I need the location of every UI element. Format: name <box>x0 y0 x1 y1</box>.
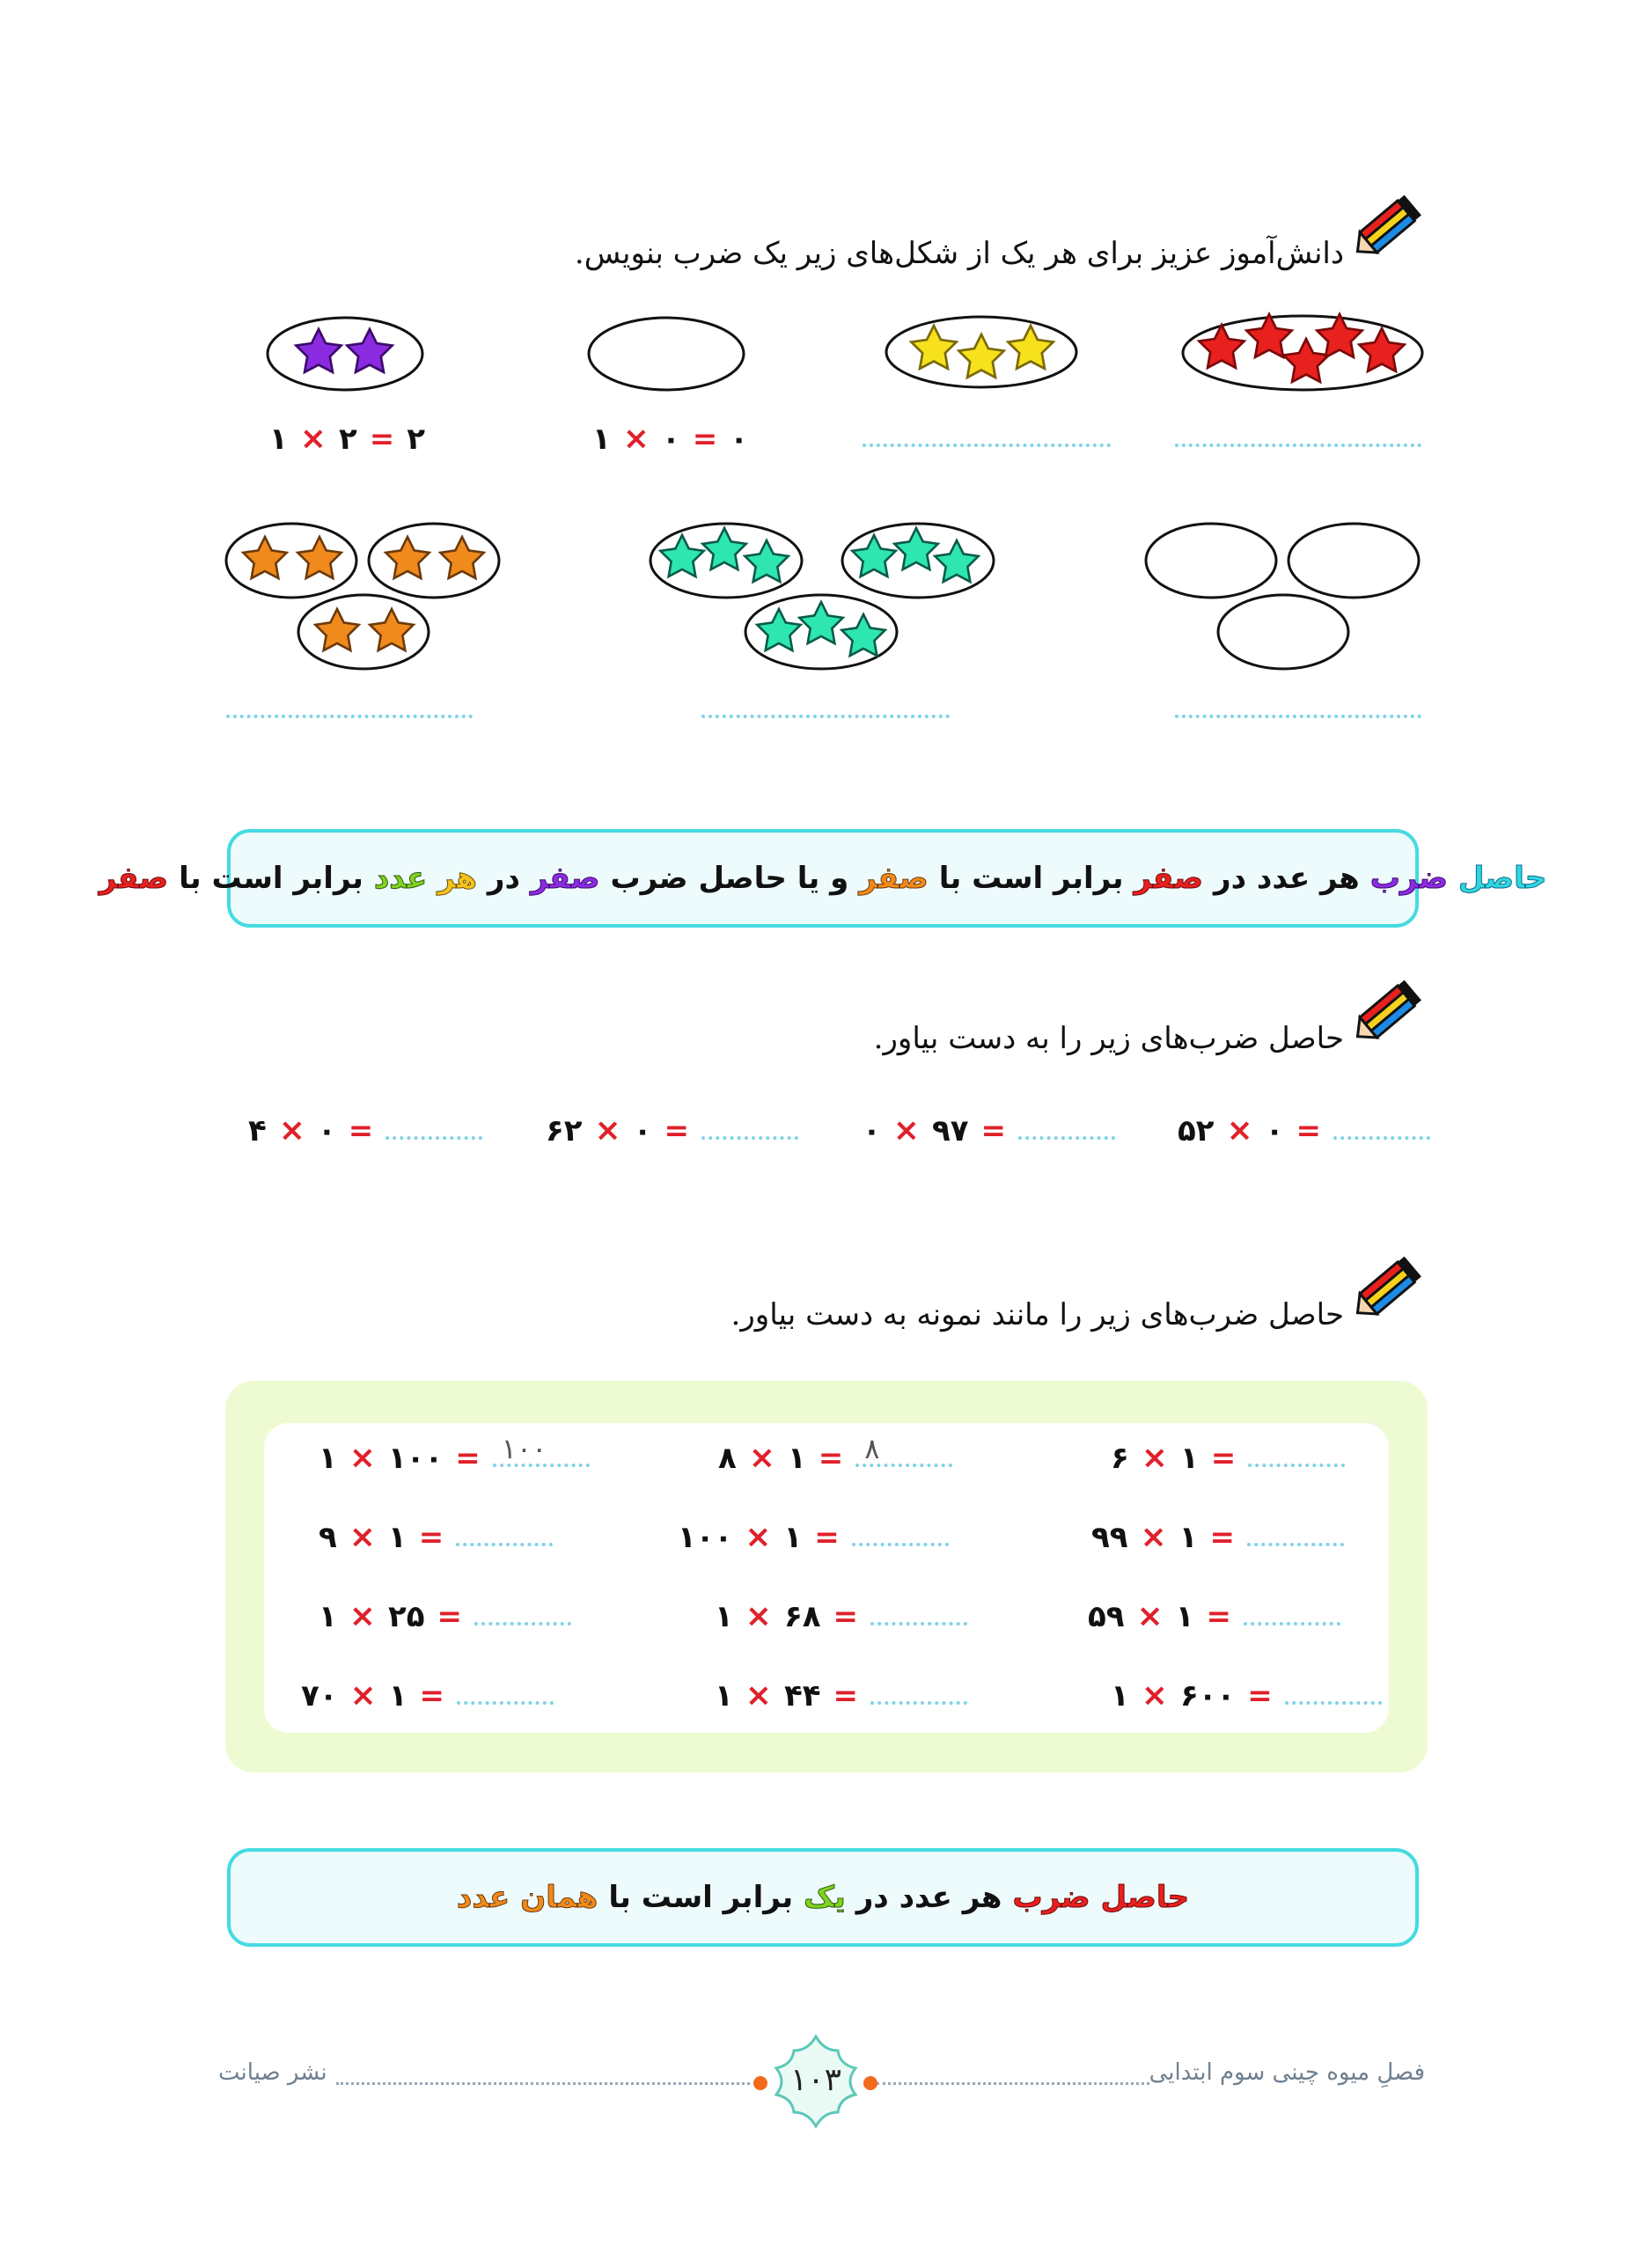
answer-line[interactable] <box>1248 1464 1345 1467</box>
answer-line[interactable] <box>863 444 1111 447</box>
answer-line[interactable] <box>456 1543 553 1546</box>
rule-box-one: حاصل ضرب هر عدد در یک برابر است با همان عدد <box>227 1848 1419 1947</box>
answer-line[interactable]: ۱۰۰ <box>493 1464 590 1467</box>
one-problem: ۱ × ۲۵ = <box>319 1598 571 1634</box>
example-equation-two: ۱ × ۲ = ۲ <box>269 421 425 457</box>
footer-publisher: نشر صیانت <box>218 2059 327 2086</box>
answer-line[interactable] <box>870 1701 967 1705</box>
page-number: ۱۰۳ <box>789 2062 841 2098</box>
answer-line[interactable] <box>457 1701 554 1705</box>
star-group-orange <box>223 519 506 673</box>
instruction-two: حاصل ضرب‌های زیر را به دست بیاور. <box>873 1021 1344 1056</box>
zero-problem: ۶۲ × ۰ = <box>546 1112 798 1149</box>
answer-line[interactable]: ۸ <box>855 1464 952 1467</box>
zero-problem: ۵۲ × ۰ = <box>1178 1112 1430 1149</box>
answer-line[interactable] <box>226 715 473 718</box>
pencil-icon <box>1345 1248 1426 1329</box>
one-problem: ۱ × ۶۰۰ = <box>1111 1677 1382 1714</box>
footer-divider <box>877 2082 1149 2085</box>
star-group-teal <box>647 519 999 673</box>
one-problem: ۱ × ۴۴ = <box>715 1677 967 1714</box>
star-group-red <box>1179 312 1426 395</box>
answer-line[interactable] <box>701 715 950 718</box>
one-problem: ۱۰۰ × ۱ = <box>678 1519 949 1555</box>
pencil-icon <box>1345 972 1426 1053</box>
answer-line[interactable] <box>1285 1701 1382 1705</box>
footer-dot <box>863 2076 877 2090</box>
one-problem: ۵۹ × ۱ = <box>1088 1598 1340 1634</box>
pencil-icon <box>1345 187 1426 268</box>
footer-book-title: فصلِ میوه چینی سوم ابتدایی <box>1149 2059 1425 2086</box>
zero-problem: ۴ × ۰ = <box>248 1112 482 1149</box>
answer-line[interactable] <box>1175 715 1421 718</box>
answer-line[interactable] <box>870 1622 967 1626</box>
one-problem: ۷۰ × ۱ = <box>301 1677 554 1714</box>
empty-ellipse-group <box>1142 519 1428 673</box>
answer-line[interactable] <box>1018 1136 1115 1140</box>
footer-dot <box>753 2076 767 2090</box>
zero-problem: ۰ × ۹۷ = <box>863 1112 1115 1149</box>
example-equation-zero: ۱ × ۰ = ۰ <box>592 421 748 457</box>
answer-line[interactable] <box>852 1543 949 1546</box>
one-problem-example: ۱ × ۱۰۰ = ۱۰۰ <box>319 1440 590 1476</box>
empty-ellipse <box>585 314 748 393</box>
answer-line[interactable] <box>1244 1622 1340 1626</box>
instruction-three: حاصل ضرب‌های زیر را مانند نمونه به دست بیاور. <box>731 1297 1344 1332</box>
one-problem: ۹ × ۱ = <box>319 1519 553 1555</box>
answer-line[interactable] <box>1175 444 1421 447</box>
one-problem-example: ۸ × ۱ = ۸ <box>718 1440 952 1476</box>
one-problem: ۹۹ × ۱ = <box>1091 1519 1344 1555</box>
footer-divider <box>336 2082 750 2085</box>
instruction-one: دانش‌آموز عزیز برای هر یک از شکل‌های زیر یک ضرب بنویس. <box>574 236 1344 271</box>
answer-line[interactable] <box>701 1136 798 1140</box>
one-problem: ۶ × ۱ = <box>1111 1440 1345 1476</box>
star-group-yellow <box>883 312 1081 392</box>
star-group-purple <box>264 314 427 393</box>
answer-line[interactable] <box>1247 1543 1344 1546</box>
answer-line[interactable] <box>1333 1136 1430 1140</box>
answer-line[interactable] <box>474 1622 571 1626</box>
one-problem: ۱ × ۶۸ = <box>715 1598 967 1634</box>
answer-line[interactable] <box>385 1136 482 1140</box>
rule-box-zero: حاصل ضرب هر عدد در صفر برابر است با صفر و یا حاصل ضرب صفر در هر عدد برابر است با صفر <box>227 829 1419 928</box>
